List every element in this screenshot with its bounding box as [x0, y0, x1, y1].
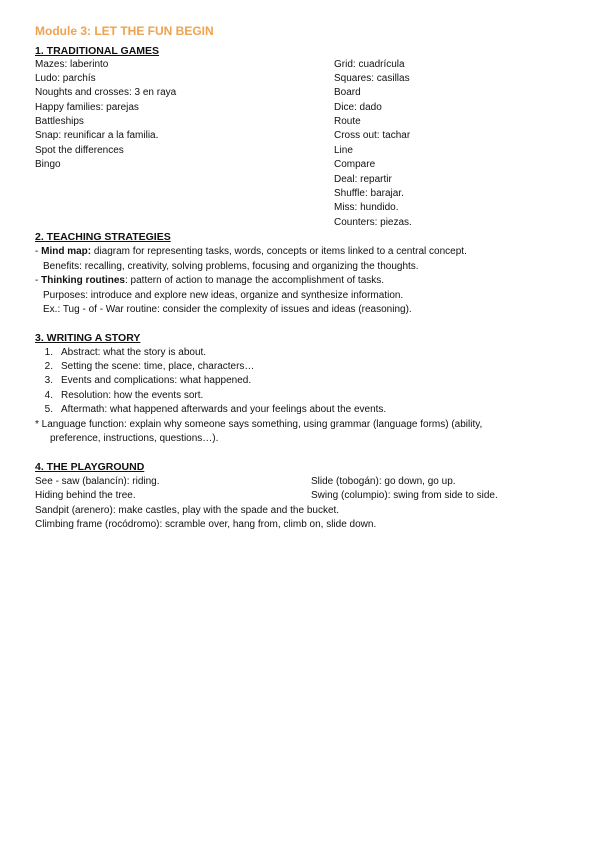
mind-map-line	[35, 245, 467, 259]
list-number: 3.	[44, 375, 53, 386]
list-item	[35, 374, 251, 388]
vocab-item: Route	[334, 116, 361, 127]
list-text: Abstract: what the story is about.	[61, 347, 207, 358]
vocab-item: Squares: casillas	[334, 73, 410, 84]
list-text: Aftermath: what happened afterwards and your feelings about the events.	[61, 404, 387, 415]
game-item: Happy families: parejas	[35, 102, 139, 113]
game-item: Snap: reunificar a la familia.	[35, 130, 159, 141]
vocab-item: Board	[334, 87, 361, 98]
list-text: Resolution: how the events sort.	[61, 390, 204, 401]
vocab-item: Counters: piezas.	[334, 217, 412, 228]
mind-map-definition: diagram for representing tasks, words, concepts or items linked to a central concept.	[91, 246, 467, 257]
list-number: 4.	[44, 390, 53, 401]
playground-item: See - saw (balancín): riding.	[35, 476, 160, 487]
game-item: Ludo: parchís	[35, 73, 96, 84]
game-item: Bingo	[35, 159, 61, 170]
module-title: Module 3: LET THE FUN BEGIN	[35, 24, 214, 38]
bullet: -	[35, 246, 42, 257]
thinking-routines-definition: : pattern of action to manage the accomplishment of tasks.	[125, 275, 385, 286]
section-2-heading: 2. TEACHING STRATEGIES	[35, 231, 171, 243]
mind-map-benefits: Benefits: recalling, creativity, solving problems, focusing and organizing the thoughts.	[43, 261, 419, 272]
mind-map-term: Mind map:	[41, 246, 92, 257]
thinking-routines-purposes: Purposes: introduce and explore new ideas, organize and synthesize information.	[43, 290, 404, 301]
list-number: 1.	[44, 347, 53, 358]
list-item	[35, 360, 254, 374]
list-item	[35, 389, 203, 403]
playground-item: Hiding behind the tree.	[35, 490, 136, 501]
vocab-item: Grid: cuadrícula	[334, 59, 405, 70]
playground-item: Swing (columpio): swing from side to side.	[311, 490, 498, 501]
list-number: 2.	[44, 361, 53, 372]
vocab-item: Shuffle: barajar.	[334, 188, 404, 199]
game-item: Noughts and crosses: 3 en raya	[35, 87, 177, 98]
list-text: Events and complications: what happened.	[61, 375, 252, 386]
playground-item: Climbing frame (rocódromo): scramble over, hang from, climb on, slide down.	[35, 519, 377, 530]
vocab-item: Miss: hundido.	[334, 202, 399, 213]
game-item: Mazes: laberinto	[35, 59, 109, 70]
vocab-item: Cross out: tachar	[334, 130, 411, 141]
vocab-item: Deal: repartir	[334, 174, 392, 185]
list-item	[35, 403, 386, 417]
section-1-heading: 1. TRADITIONAL GAMES	[35, 45, 160, 57]
section-3-heading: 3. WRITING A STORY	[35, 332, 141, 344]
section-4-heading: 4. THE PLAYGROUND	[35, 461, 145, 473]
list-number: 5.	[44, 404, 53, 415]
language-function-note: * Language function: explain why someone says something, using grammar (language forms) (ability,	[35, 419, 483, 430]
playground-item: Slide (tobogán): go down, go up.	[311, 476, 456, 487]
bullet: -	[35, 275, 42, 286]
vocab-item: Dice: dado	[334, 102, 382, 113]
thinking-routines-line	[35, 274, 384, 288]
playground-item: Sandpit (arenero): make castles, play with the spade and the bucket.	[35, 505, 340, 516]
list-text: Setting the scene: time, place, characters…	[61, 361, 255, 372]
language-function-note-cont: preference, instructions, questions…).	[50, 433, 219, 444]
vocab-item: Compare	[334, 159, 376, 170]
vocab-item: Line	[334, 145, 353, 156]
game-item: Spot the differences	[35, 145, 124, 156]
game-item: Battleships	[35, 116, 84, 127]
thinking-routines-term: Thinking routines	[41, 275, 125, 286]
thinking-routines-example: Ex.: Tug - of - War routine: consider the complexity of issues and ideas (reasoning).	[43, 304, 412, 315]
list-item	[35, 346, 206, 360]
